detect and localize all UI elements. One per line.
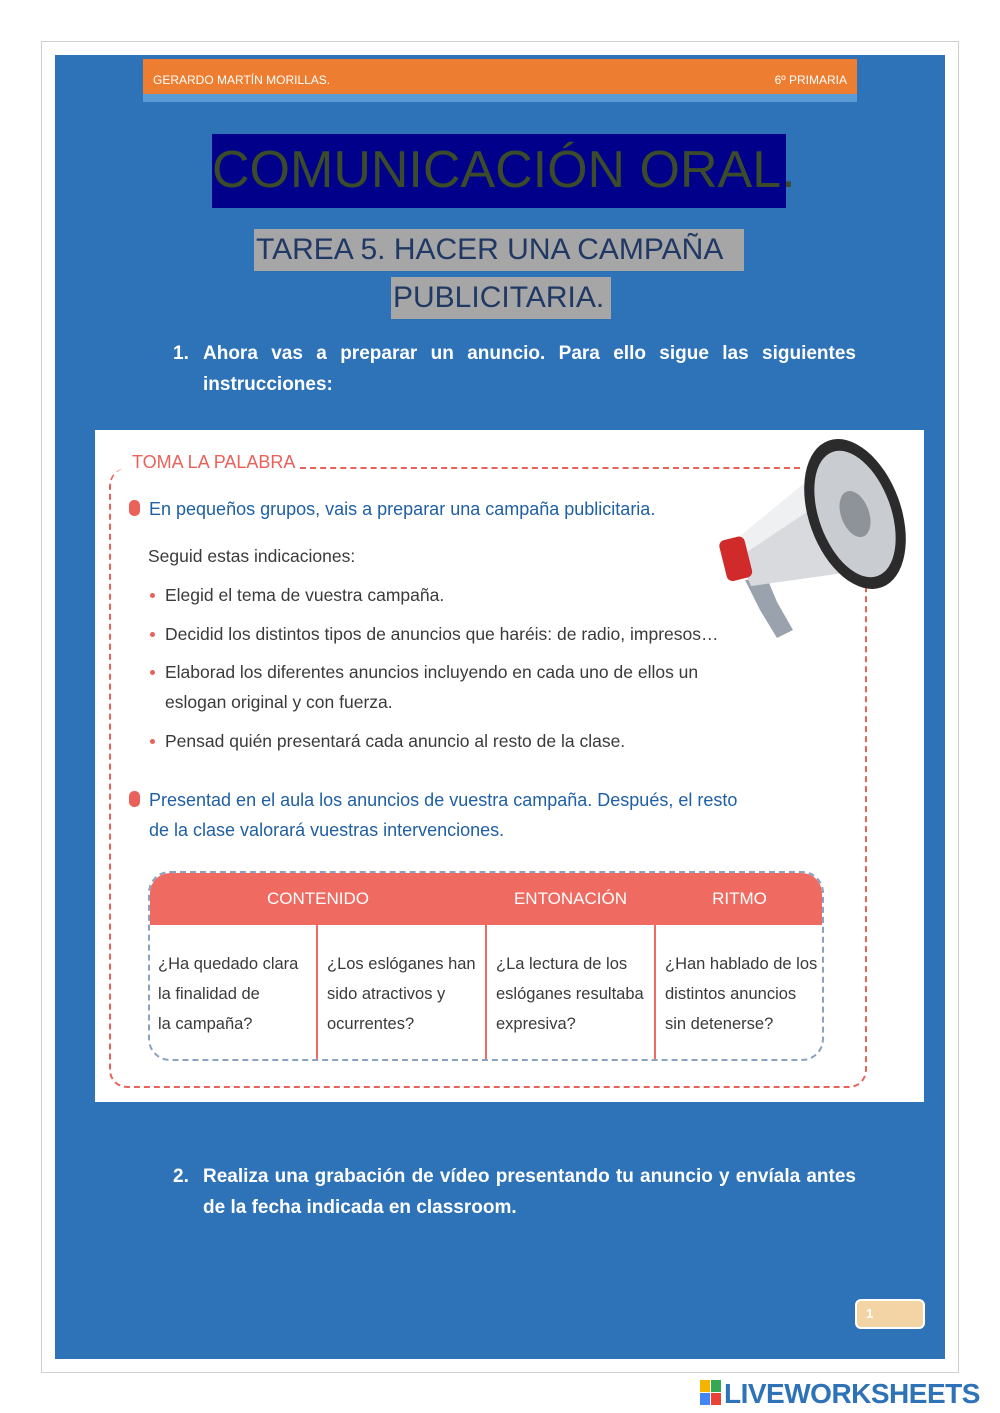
megaphone-icon bbox=[715, 430, 924, 650]
section-bullet-icon bbox=[129, 791, 140, 807]
bullet-dot-icon bbox=[150, 632, 155, 637]
instruction-number: 1. bbox=[173, 343, 189, 364]
watermark-text: LIVEWORKSHEETS bbox=[724, 1378, 980, 1409]
grade-label: 6º PRIMARIA bbox=[774, 73, 847, 87]
title-box bbox=[212, 134, 796, 208]
subtitle-line-2: PUBLICITARIA. bbox=[391, 277, 611, 319]
table-cell: ¿Ha quedado clara la finalidad de la campaña? bbox=[158, 955, 299, 1033]
section-bullet-icon bbox=[129, 500, 140, 516]
instruction-1 bbox=[170, 338, 856, 400]
list-item: Pensad quién presentará cada anuncio al resto de la clase. bbox=[165, 731, 626, 751]
table-divider bbox=[316, 925, 318, 1061]
header-contenido: CONTENIDO bbox=[267, 889, 369, 908]
list-item: Decidid los distintos tipos de anuncios que haréis: de radio, impresos… bbox=[165, 624, 719, 644]
instruction-number: 2. bbox=[173, 1166, 189, 1187]
instruction-text: Realiza una grabación de vídeo presentando tu anuncio y envíala antes de la fecha indicada en classroom. bbox=[203, 1166, 856, 1218]
list-item: Elaborad los diferentes anuncios incluyendo en cada uno de ellos un bbox=[165, 662, 699, 682]
table-cell: ¿La lectura de los eslóganes resultaba expresiva? bbox=[496, 955, 644, 1033]
author-name: GERARDO MARTÍN MORILLAS. bbox=[153, 73, 331, 87]
instruction-2 bbox=[170, 1161, 856, 1223]
list-item: Elegid el tema de vuestra campaña. bbox=[165, 585, 445, 605]
lead-paragraph-2-line-1: Presentad en el aula los anuncios de vuestra campaña. Después, el resto bbox=[149, 790, 738, 810]
page-number: 1 bbox=[866, 1306, 874, 1321]
liveworksheets-logo-icon bbox=[700, 1380, 722, 1406]
subtitle-line-1: TAREA 5. HACER UNA CAMPAÑA bbox=[254, 229, 744, 271]
lead-paragraph-2-line-2: de la clase valorará vuestras intervenciones. bbox=[149, 820, 505, 840]
bullet-dot-icon bbox=[150, 739, 155, 744]
evaluation-table bbox=[148, 871, 824, 1061]
liveworksheets-watermark bbox=[700, 1378, 996, 1410]
table-divider bbox=[654, 873, 656, 1061]
header-bar bbox=[143, 59, 857, 102]
page-number-box bbox=[855, 1299, 925, 1329]
textbook-excerpt bbox=[95, 430, 924, 1102]
section-label: TOMA LA PALABRA bbox=[128, 452, 299, 473]
bullet-dot-icon bbox=[150, 593, 155, 598]
table-divider bbox=[485, 873, 487, 1061]
page-title: COMUNICACIÓN ORAL. bbox=[212, 141, 796, 199]
lead-paragraph-1: En pequeños grupos, vais a preparar una campaña publicitaria. bbox=[149, 499, 656, 519]
header-ritmo: RITMO bbox=[712, 889, 767, 908]
bullet-dot-icon bbox=[150, 670, 155, 675]
table-cell: ¿Han hablado de los distintos anuncios sin detenerse? bbox=[665, 955, 818, 1033]
table-cell: ¿Los eslóganes han sido atractivos y ocurrentes? bbox=[327, 955, 476, 1033]
list-item-continuation: eslogan original y con fuerza. bbox=[165, 692, 393, 712]
intro-text: Seguid estas indicaciones: bbox=[148, 546, 356, 566]
header-entonacion: ENTONACIÓN bbox=[513, 889, 628, 908]
instruction-text: Ahora vas a preparar un anuncio. Para ello sigue las siguientes instrucciones: bbox=[203, 343, 856, 395]
